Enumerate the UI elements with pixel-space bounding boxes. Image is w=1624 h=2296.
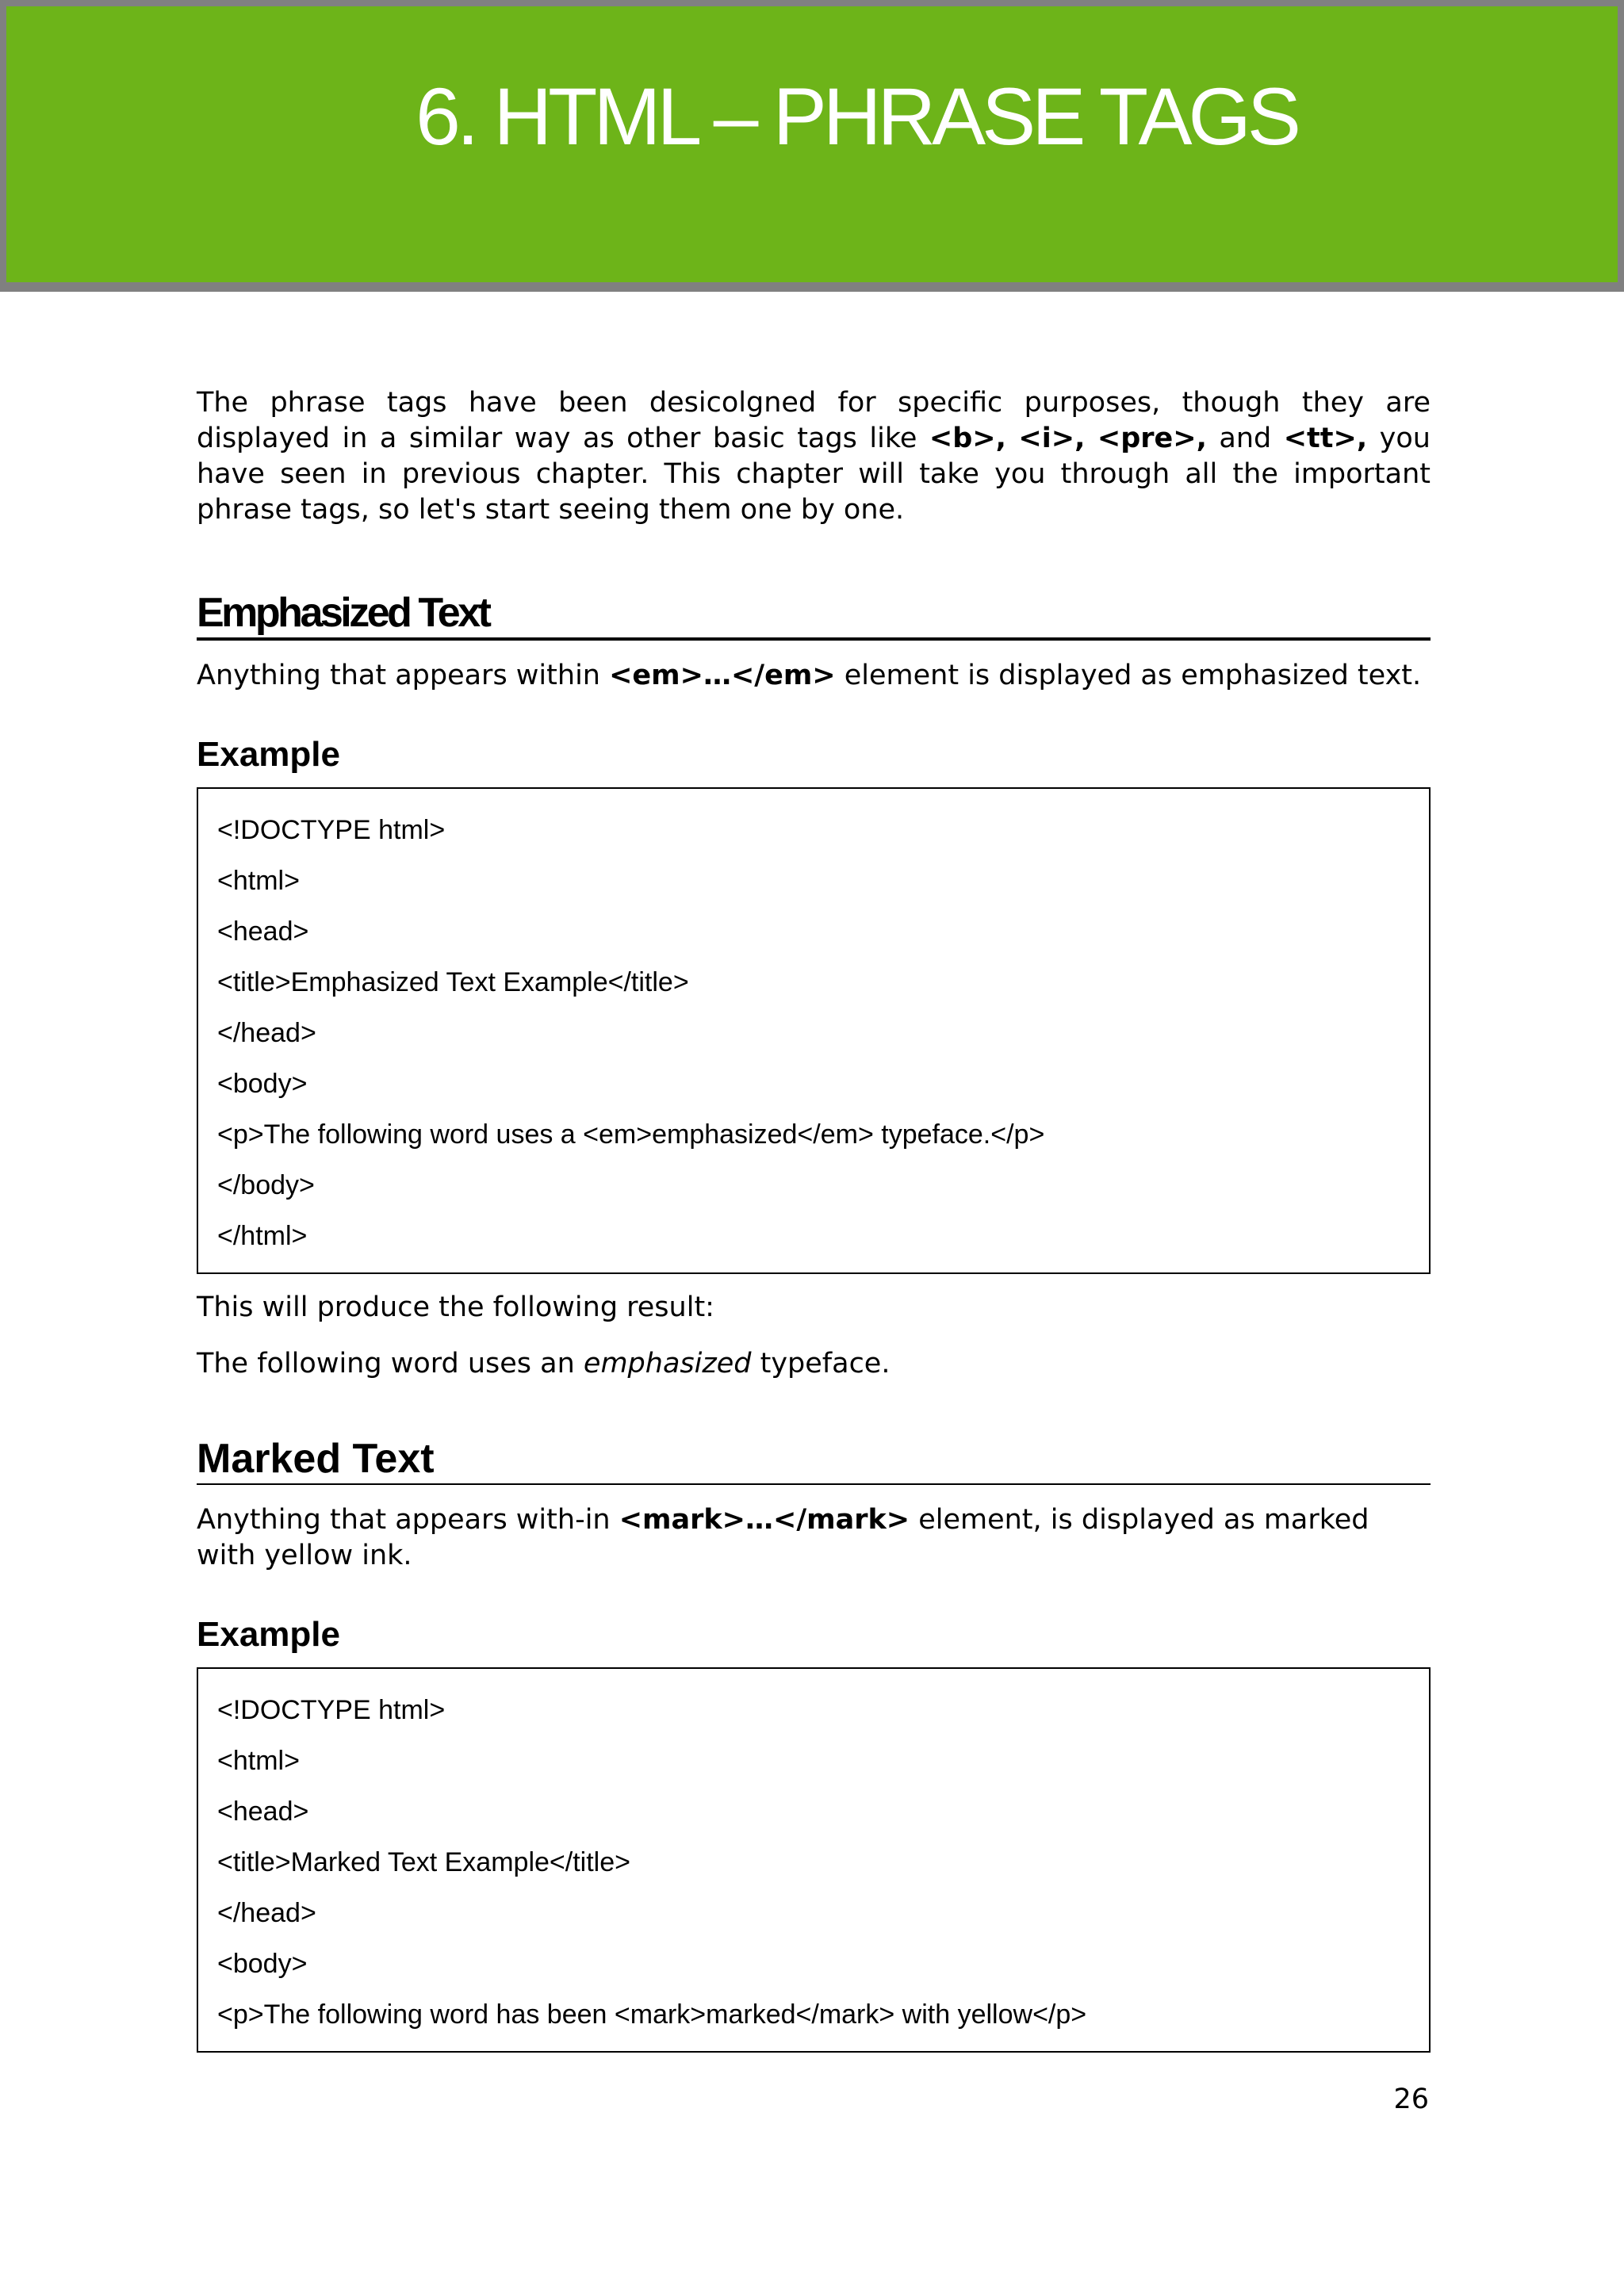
emphasized-desc-text-1: Anything that appears within xyxy=(197,660,610,691)
code-line: <!DOCTYPE html> xyxy=(217,1695,446,1725)
code-line: </body> xyxy=(217,1170,315,1200)
code-line: <body> xyxy=(217,1069,308,1099)
page-number: 26 xyxy=(1393,2084,1429,2115)
intro-text-2: and xyxy=(1206,423,1284,454)
emphasized-result-intro: This will produce the following result: xyxy=(197,1292,714,1323)
code-line: <!DOCTYPE html> xyxy=(217,815,446,845)
emphasized-desc-text-2: element is displayed as emphasized text. xyxy=(835,660,1422,691)
code-line: </head> xyxy=(217,1898,316,1928)
emphasized-description xyxy=(197,658,1431,694)
chapter-title: 6. HTML – PHRASE TAGS xyxy=(416,71,1297,162)
emphasized-example-label: Example xyxy=(197,735,340,774)
marked-desc-text-1: Anything that appears with-in xyxy=(197,1504,619,1536)
emphasized-result-text-1: The following word uses an xyxy=(197,1348,584,1380)
emphasized-code-box xyxy=(197,787,1431,1274)
code-line: <p>The following word uses a <em>emphasized</em> typeface.</p> xyxy=(217,1119,1045,1150)
marked-heading: Marked Text xyxy=(197,1436,1431,1485)
marked-example-label: Example xyxy=(197,1615,340,1654)
code-line: </head> xyxy=(217,1018,316,1048)
code-line: <head> xyxy=(217,1797,309,1827)
emphasized-heading: Emphasized Text xyxy=(197,590,1431,641)
intro-paragraph xyxy=(197,385,1431,528)
intro-text-1: The phrase tags have been desicolgned for specific purposes, though they are displayed in a similar way as other basic tags like xyxy=(197,387,1431,454)
emphasized-result-text-2: typeface. xyxy=(751,1348,891,1380)
code-line: <html> xyxy=(217,866,300,896)
intro-tag-b: <b>, xyxy=(929,423,1006,454)
code-line: </html> xyxy=(217,1221,308,1251)
marked-desc-tag: <mark>…</mark> xyxy=(619,1504,910,1536)
code-line: <title>Emphasized Text Example</title> xyxy=(217,967,689,997)
emphasized-desc-tag: <em>…</em> xyxy=(609,660,836,691)
marked-description xyxy=(197,1502,1431,1574)
code-line: <p>The following word has been <mark>marked</mark> with yellow</p> xyxy=(217,1999,1087,2030)
intro-tag-pre: <pre>, xyxy=(1097,423,1207,454)
intro-tag-i: <i>, xyxy=(1018,423,1086,454)
code-line: <title>Marked Text Example</title> xyxy=(217,1847,630,1877)
code-line: <html> xyxy=(217,1746,300,1776)
emphasized-result xyxy=(197,1346,1431,1382)
code-line: <head> xyxy=(217,916,309,947)
emphasized-result-em: emphasized xyxy=(583,1348,752,1380)
page-content xyxy=(197,385,1431,2053)
intro-tag-tt: <tt>, xyxy=(1283,423,1368,454)
intro-text-3: you have seen in previous chapter. This chapter will take you through all the important phrase tags, so let's start seeing them one by one. xyxy=(197,423,1431,526)
code-line: <body> xyxy=(217,1949,308,1979)
marked-desc-text-2: element, is displayed as marked with yellow ink. xyxy=(197,1504,1369,1571)
marked-code-box xyxy=(197,1667,1431,2053)
